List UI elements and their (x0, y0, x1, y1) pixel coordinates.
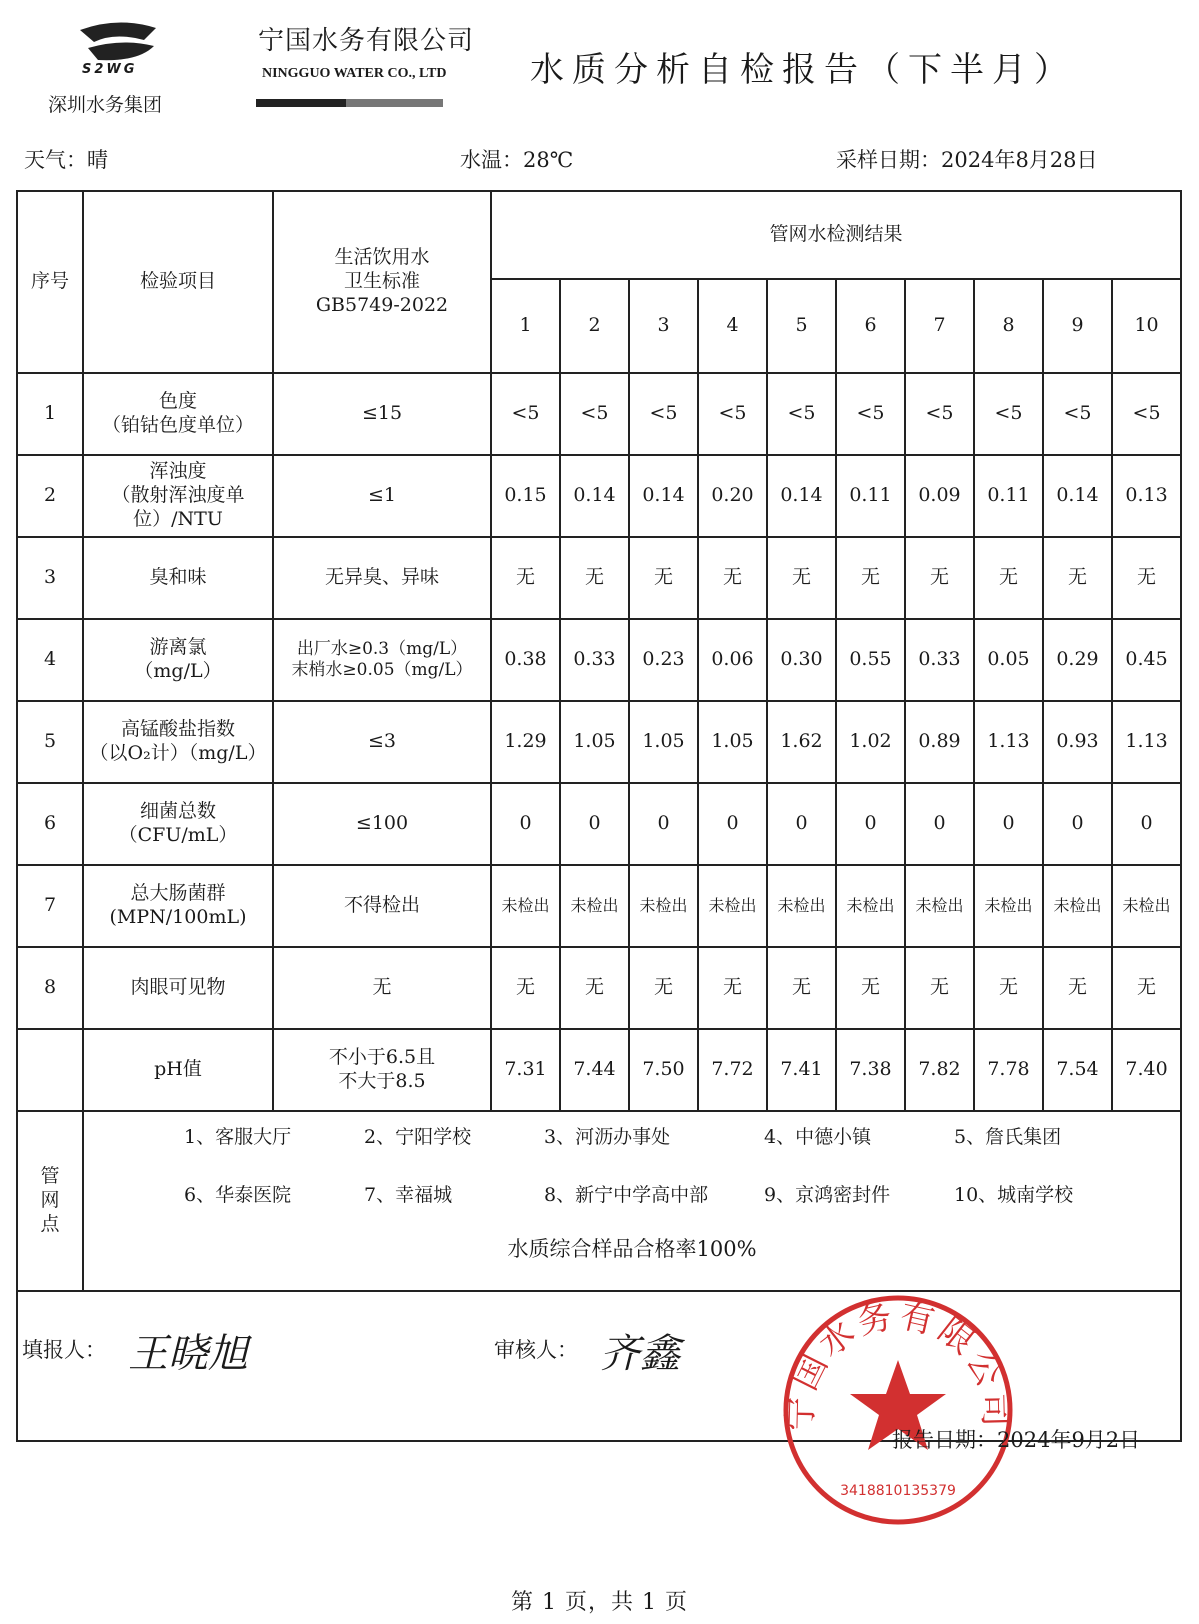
result-cell: 0.33 (905, 619, 974, 701)
filler-label: 填报人： (22, 1338, 106, 1362)
result-cell: 未检出 (905, 865, 974, 947)
row-number: 2 (17, 455, 83, 537)
standard-limit (273, 783, 491, 865)
points-label-char: 网 (40, 1189, 60, 1212)
points-label (17, 1111, 83, 1291)
test-item-line: 游离氯 (149, 636, 207, 659)
standard-line: 出厂水≥0.3（mg/L） (296, 638, 468, 659)
test-item-line: （mg/L） (134, 660, 222, 682)
result-cell: <5 (767, 373, 836, 455)
result-cell: 0 (629, 783, 698, 865)
result-cell: <5 (836, 373, 905, 455)
result-cell: 7.54 (1043, 1029, 1112, 1111)
result-cell: 0 (836, 783, 905, 865)
result-cell: <5 (629, 373, 698, 455)
result-cell: <5 (1043, 373, 1112, 455)
result-cell: <5 (560, 373, 629, 455)
result-cell: 0.29 (1043, 619, 1112, 701)
table-row (17, 701, 1181, 783)
monitoring-point: 2、宁阳学校 (364, 1126, 472, 1148)
standard-limit (273, 701, 491, 783)
table-row (17, 865, 1181, 947)
company-name-en: NINGGUO WATER CO., LTD (262, 66, 447, 81)
test-item (83, 619, 273, 701)
standard-line: 不大于8.5 (338, 1070, 426, 1092)
monitoring-point: 7、幸福城 (364, 1183, 453, 1206)
filler-signature: 王晓旭 (128, 1331, 248, 1377)
result-cell: 0.06 (698, 619, 767, 701)
table-row (17, 619, 1181, 701)
test-item-line: 色度 (158, 390, 197, 413)
row-number: 5 (17, 701, 83, 783)
test-item-line: 细菌总数 (139, 800, 216, 823)
monitoring-point: 5、詹氏集团 (954, 1126, 1062, 1148)
result-cell: 7.41 (767, 1029, 836, 1111)
report-title: 水质分析自检报告（下半月） (530, 50, 1076, 90)
row-number: 7 (17, 865, 83, 947)
site-header: 6 (836, 279, 905, 373)
result-cell: 7.40 (1112, 1029, 1181, 1111)
points-list (83, 1111, 1181, 1291)
result-cell: 无 (974, 537, 1043, 619)
result-cell: 未检出 (698, 865, 767, 947)
test-item-line: pH值 (154, 1058, 202, 1081)
result-cell: 未检出 (491, 865, 560, 947)
test-item-line: 臭和味 (149, 566, 207, 589)
test-item-line: 总大肠菌群 (130, 882, 226, 905)
std-line: 卫生标准 (343, 270, 420, 293)
result-cell: 未检出 (974, 865, 1043, 947)
monitoring-point: 8、新宁中学高中部 (544, 1183, 709, 1206)
result-cell: 0 (560, 783, 629, 865)
reviewer-label: 审核人： (494, 1338, 578, 1362)
result-cell: 0.14 (560, 455, 629, 537)
points-label-char: 点 (40, 1212, 60, 1235)
standard-limit (273, 619, 491, 701)
result-cell: 无 (1112, 947, 1181, 1029)
result-cell: 0.45 (1112, 619, 1181, 701)
standard-limit (273, 865, 491, 947)
table-row (17, 947, 1181, 1029)
test-item-line: （铂钴色度单位） (101, 414, 254, 436)
standard-limit (273, 373, 491, 455)
monitoring-point: 4、中德小镇 (764, 1126, 872, 1148)
pass-rate: 水质综合样品合格率100% (507, 1236, 757, 1261)
group-logo (58, 14, 178, 84)
site-header: 7 (905, 279, 974, 373)
row-number: 4 (17, 619, 83, 701)
result-cell: 0.20 (698, 455, 767, 537)
result-cell: 无 (629, 537, 698, 619)
result-cell: 无 (629, 947, 698, 1029)
result-cell: <5 (1112, 373, 1181, 455)
result-cell: 0 (767, 783, 836, 865)
result-cell: 0 (1112, 783, 1181, 865)
result-cell: 7.38 (836, 1029, 905, 1111)
monitoring-points-row (17, 1111, 1181, 1291)
site-header: 8 (974, 279, 1043, 373)
standard-line: 不小于6.5且 (328, 1046, 436, 1069)
result-cell: 0.38 (491, 619, 560, 701)
test-item-line: (MPN/100mL) (109, 906, 247, 928)
result-cell: 1.05 (560, 701, 629, 783)
result-cell: 0 (698, 783, 767, 865)
test-item (83, 865, 273, 947)
result-cell: 无 (491, 947, 560, 1029)
test-item-line: （散射浑浊度单 (111, 484, 245, 507)
water-temp: 水温：28℃ (460, 148, 574, 172)
monitoring-point: 6、华泰医院 (184, 1183, 292, 1206)
result-cell: 1.13 (1112, 701, 1181, 783)
result-cell: 0.93 (1043, 701, 1112, 783)
result-cell: 无 (491, 537, 560, 619)
result-cell: 无 (560, 537, 629, 619)
result-cell: 无 (767, 537, 836, 619)
seal-text: 宁国水务有限公司 (780, 1295, 1016, 1432)
result-cell: <5 (974, 373, 1043, 455)
result-cell: 未检出 (1043, 865, 1112, 947)
test-item-line: 高锰酸盐指数 (120, 718, 235, 741)
standard-line: ≤1 (367, 484, 396, 507)
result-cell: 无 (836, 537, 905, 619)
table-row (17, 783, 1181, 865)
test-item-line: 肉眼可见物 (130, 976, 226, 999)
monitoring-point: 10、城南学校 (954, 1183, 1074, 1206)
site-header: 1 (491, 279, 560, 373)
result-cell: 未检出 (767, 865, 836, 947)
test-item (83, 701, 273, 783)
test-item (83, 947, 273, 1029)
standard-limit (273, 1029, 491, 1111)
site-header: 10 (1112, 279, 1181, 373)
result-cell: 0.15 (491, 455, 560, 537)
result-cell: 1.62 (767, 701, 836, 783)
table-row (17, 537, 1181, 619)
result-cell: 7.72 (698, 1029, 767, 1111)
result-cell: 0.14 (629, 455, 698, 537)
result-cell: 1.05 (698, 701, 767, 783)
standard-line: ≤100 (355, 812, 409, 835)
result-cell: 0 (974, 783, 1043, 865)
result-cell: 0.89 (905, 701, 974, 783)
table-row (17, 455, 1181, 537)
col-header-item: 检验项目 (83, 191, 273, 373)
col-header-standard (273, 191, 491, 373)
test-item (83, 537, 273, 619)
table-row (17, 1029, 1181, 1111)
monitoring-point: 1、客服大厅 (184, 1126, 292, 1148)
result-cell: 7.78 (974, 1029, 1043, 1111)
result-cell: 未检出 (560, 865, 629, 947)
row-number: 3 (17, 537, 83, 619)
result-cell: 0.11 (974, 455, 1043, 537)
company-seal (778, 1290, 1018, 1530)
standard-limit (273, 537, 491, 619)
std-line: 生活饮用水 (334, 246, 430, 269)
sampling-date: 采样日期：2024年8月28日 (836, 148, 1098, 172)
result-cell: 0 (1043, 783, 1112, 865)
result-cell: 0 (905, 783, 974, 865)
test-item-line: 位）/NTU (133, 507, 223, 530)
result-cell: 0.33 (560, 619, 629, 701)
standard-line: 末梢水≥0.05（mg/L） (291, 660, 473, 680)
test-item (83, 373, 273, 455)
result-cell: 无 (905, 947, 974, 1029)
col-header-no: 序号 (17, 191, 83, 373)
result-cell: 未检出 (1112, 865, 1181, 947)
site-header: 2 (560, 279, 629, 373)
result-cell: 0.55 (836, 619, 905, 701)
points-label-char: 管 (40, 1165, 60, 1188)
result-cell: 0.05 (974, 619, 1043, 701)
result-cell: 无 (905, 537, 974, 619)
test-item-line: 浑浊度 (149, 460, 207, 483)
weather: 天气：晴 (24, 148, 108, 172)
result-cell: 无 (974, 947, 1043, 1029)
standard-line: ≤3 (367, 730, 396, 753)
table-row (17, 373, 1181, 455)
std-line: GB5749-2022 (315, 293, 449, 316)
site-header: 9 (1043, 279, 1112, 373)
row-number: 6 (17, 783, 83, 865)
result-cell: 7.82 (905, 1029, 974, 1111)
monitoring-point: 3、河沥办事处 (544, 1126, 671, 1148)
report-date: 报告日期：2024年9月2日 (892, 1428, 1141, 1452)
monitoring-point: 9、京鸿密封件 (764, 1183, 891, 1206)
result-cell: 未检出 (836, 865, 905, 947)
site-header: 5 (767, 279, 836, 373)
site-header: 3 (629, 279, 698, 373)
result-cell: 无 (698, 537, 767, 619)
test-item (83, 1029, 273, 1111)
company-name-cn: 宁国水务有限公司 (258, 26, 475, 56)
result-cell: 7.44 (560, 1029, 629, 1111)
standard-limit (273, 947, 491, 1029)
row-number (17, 1029, 83, 1111)
result-cell: 无 (1043, 537, 1112, 619)
result-cell: 0.14 (1043, 455, 1112, 537)
col-header-results: 管网水检测结果 (491, 191, 1181, 279)
result-cell: 1.13 (974, 701, 1043, 783)
test-item-line: （CFU/mL） (118, 824, 238, 846)
standard-line: 不得检出 (343, 894, 420, 917)
result-cell: 1.02 (836, 701, 905, 783)
result-cell: 0.11 (836, 455, 905, 537)
test-item-line: （以O₂计）（mg/L） (89, 742, 267, 764)
result-cell: 未检出 (629, 865, 698, 947)
site-header: 4 (698, 279, 767, 373)
row-number: 8 (17, 947, 83, 1029)
standard-line: 无 (372, 976, 392, 999)
seal-number: 3418810135379 (840, 1483, 956, 1499)
result-cell: <5 (491, 373, 560, 455)
reviewer-signature: 齐鑫 (600, 1331, 680, 1377)
test-item (83, 455, 273, 537)
result-cell: 0 (491, 783, 560, 865)
result-cell: 无 (1112, 537, 1181, 619)
standard-line: ≤15 (361, 402, 403, 425)
result-cell: 0.30 (767, 619, 836, 701)
company-underline (256, 99, 443, 107)
standard-limit (273, 455, 491, 537)
result-cell: 0.13 (1112, 455, 1181, 537)
result-cell: <5 (905, 373, 974, 455)
page-number: 第 1 页，共 1 页 (511, 1590, 688, 1615)
result-cell: 7.50 (629, 1029, 698, 1111)
results-table (16, 190, 1182, 1442)
result-cell: 无 (767, 947, 836, 1029)
group-name: 深圳水务集团 (48, 94, 163, 116)
result-cell: 无 (836, 947, 905, 1029)
standard-line: 无异臭、异味 (324, 566, 439, 589)
result-cell: 7.31 (491, 1029, 560, 1111)
result-cell: 0.23 (629, 619, 698, 701)
result-cell: 1.29 (491, 701, 560, 783)
test-item (83, 783, 273, 865)
result-cell: <5 (698, 373, 767, 455)
row-number: 1 (17, 373, 83, 455)
result-cell: 1.05 (629, 701, 698, 783)
result-cell: 无 (698, 947, 767, 1029)
result-cell: 0.14 (767, 455, 836, 537)
result-cell: 0.09 (905, 455, 974, 537)
result-cell: 无 (560, 947, 629, 1029)
logo-mark: S2WG (82, 62, 138, 77)
result-cell: 无 (1043, 947, 1112, 1029)
